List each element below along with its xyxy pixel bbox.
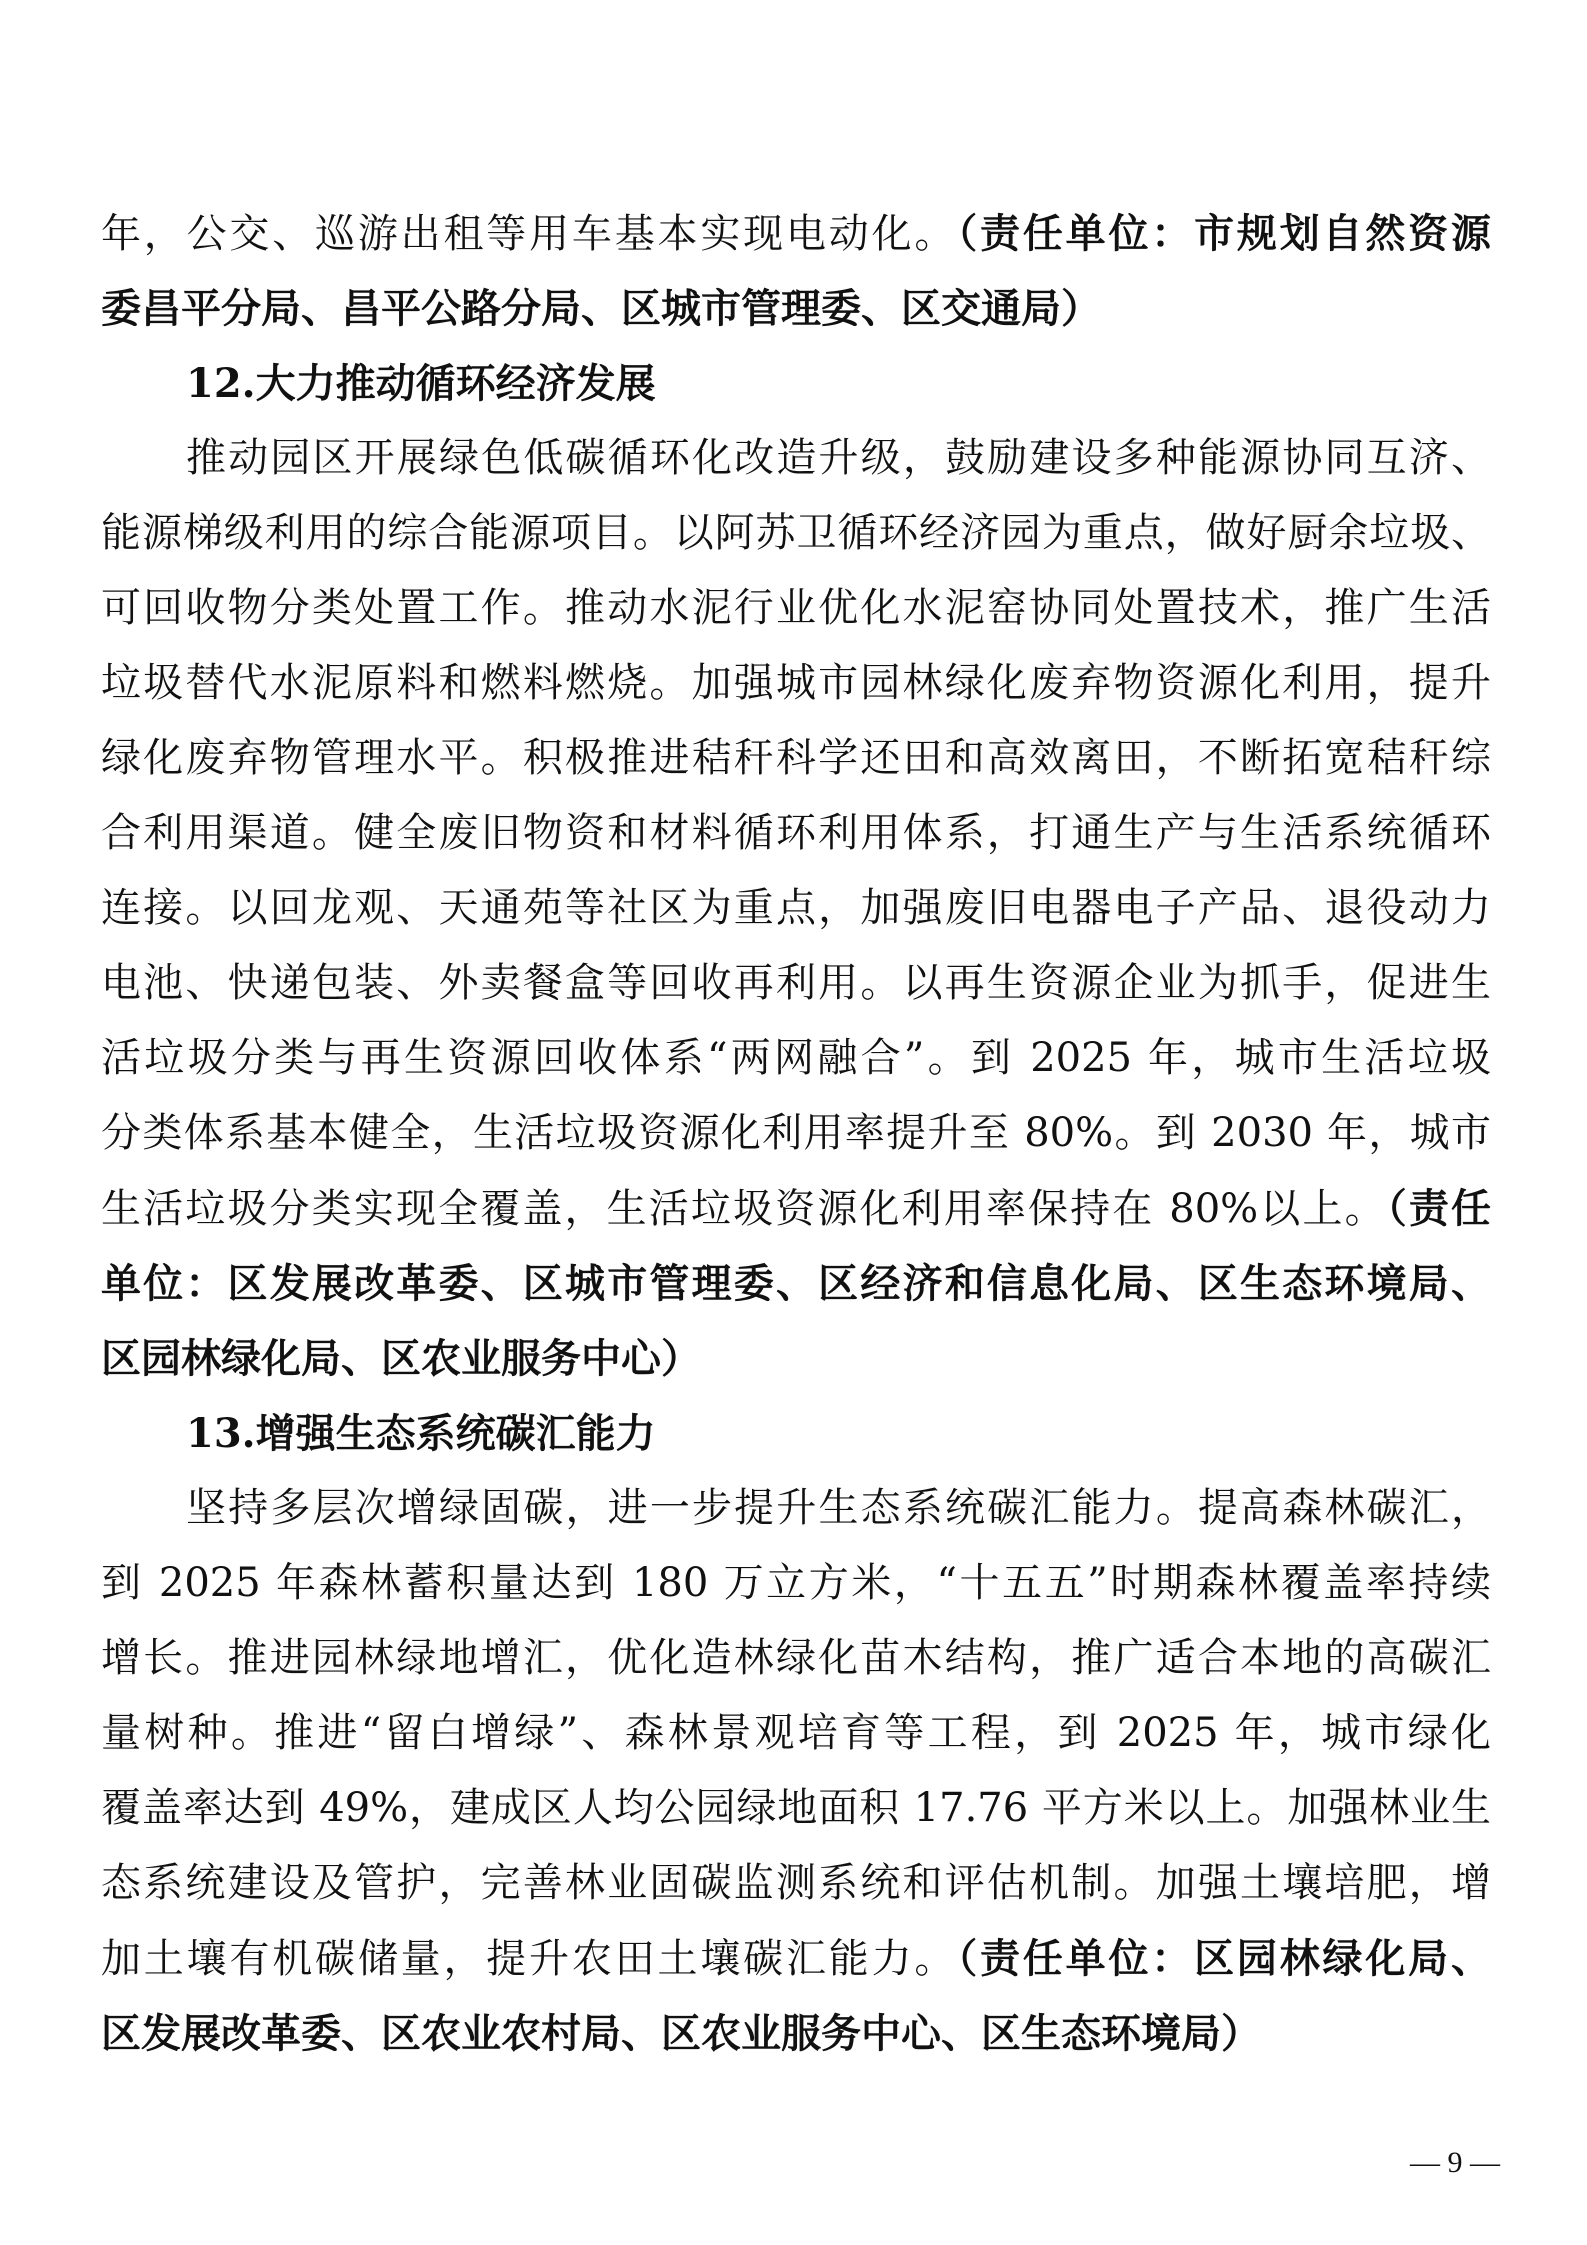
paragraph-line [101,1171,1491,1246]
paragraph-line: 连接。以回龙观、天通苑等社区为重点，加强废旧电器电子产品、退役动力 [101,885,1491,931]
paragraph-line: 绿化废弃物管理水平。积极推进秸秆科学还田和高效离田，不断拓宽秸秆综 [101,735,1491,781]
paragraph-line: 增长。推进园林绿地增汇，优化造林绿化苗木结构，推广适合本地的高碳汇 [101,1635,1491,1681]
body-text: 加土壤有机碳储量，提升农田土壤碳汇能力。 [101,1936,958,1982]
responsibility-line: 区园林绿化局、区农业服务中心） [101,1335,701,1382]
paragraph-line [101,1921,1491,1996]
paragraph-line: 覆盖率达到 49%，建成区人均公园绿地面积 17.76 平方米以上。加强林业生 [101,1785,1491,1831]
body-text: 生活垃圾分类实现全覆盖，生活垃圾资源化利用率保持在 80%以上。 [101,1186,1387,1232]
page-number: — 9 — [1410,2146,1500,2179]
paragraph-line: 到 2025 年森林蓄积量达到 180 万立方米，“十五五”时期森林覆盖率持续 [101,1560,1491,1606]
section-13-heading: 13.增强生态系统碳汇能力 [186,1410,656,1457]
paragraph-line: 能源梯级利用的综合能源项目。以阿苏卫循环经济园为重点，做好厨余垃圾、 [101,510,1491,556]
paragraph-line: 合利用渠道。健全废旧物资和材料循环利用体系，打通生产与生活系统循环 [101,810,1491,856]
paragraph-line: 可回收物分类处置工作。推动水泥行业优化水泥窑协同处置技术，推广生活 [101,585,1491,631]
paragraph-line: 分类体系基本健全，生活垃圾资源化利用率提升至 80%。到 2030 年，城市 [101,1110,1491,1156]
responsibility-line: 委昌平分局、昌平公路分局、区城市管理委、区交通局） [101,285,1101,332]
responsibility-text: （责任单位：市规划自然资源 [957,210,1491,257]
paragraph-line: 坚持多层次增绿固碳，进一步提升生态系统碳汇能力。提高森林碳汇， [186,1485,1491,1531]
paragraph-line: 电池、快递包装、外卖餐盒等回收再利用。以再生资源企业为抓手，促进生 [101,960,1491,1006]
section-12-heading: 12.大力推动循环经济发展 [186,360,656,407]
paragraph-line: 态系统建设及管护，完善林业固碳监测系统和评估机制。加强土壤培肥，增 [101,1860,1491,1906]
responsibility-line: 区发展改革委、区农业农村局、区农业服务中心、区生态环境局） [101,2010,1261,2057]
responsibility-line: 单位：区发展改革委、区城市管理委、区经济和信息化局、区生态环境局、 [101,1260,1491,1307]
paragraph-line: 量树种。推进“留白增绿”、森林景观培育等工程，到 2025 年，城市绿化 [101,1710,1491,1756]
paragraph-line: 垃圾替代水泥原料和燃料燃烧。加强城市园林绿化废弃物资源化利用，提升 [101,660,1491,706]
paragraph-line: 活垃圾分类与再生资源回收体系“两网融合”。到 2025 年，城市生活垃圾 [101,1035,1491,1081]
document-body [101,196,1491,2071]
responsibility-text: （责任单位：区园林绿化局、 [957,1935,1491,1982]
paragraph-line [101,196,1491,271]
paragraph-line: 推动园区开展绿色低碳循环化改造升级，鼓励建设多种能源协同互济、 [186,435,1491,481]
responsibility-text: （责任 [1386,1185,1492,1232]
body-text: 年，公交、巡游出租等用车基本实现电动化。 [101,211,958,257]
